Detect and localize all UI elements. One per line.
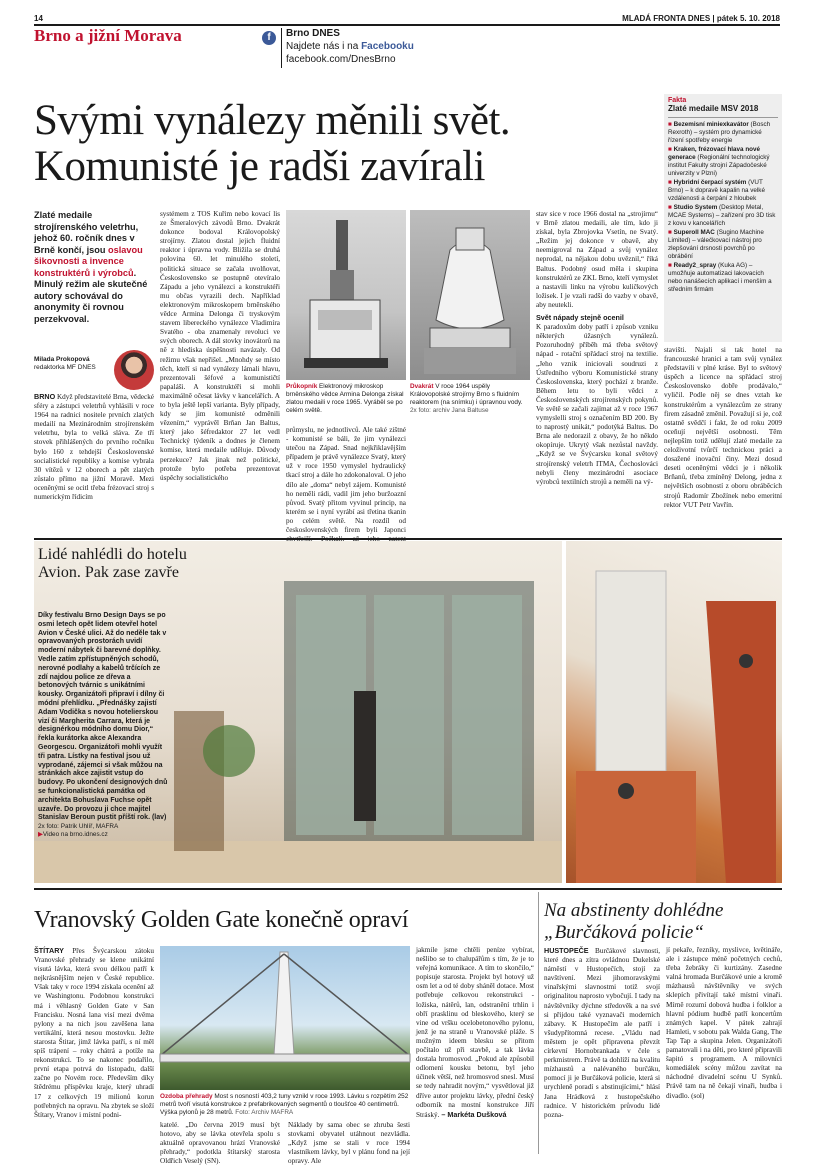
fb-title: Brno DNES [286,28,340,39]
avion-credit-name: Patrik Uhlíř, MAFRA [60,823,119,831]
lead-highlight: oslavou šikovnosti a invence konstruktérů i výrobců [34,244,143,278]
fakta-item-desc: (Desktop Metal, MCAE Systems) – zařízení pro 3D tisk z kovu v kancelářích [668,204,776,227]
facebook-icon: f [262,31,276,45]
dateline-brno: BRNO [34,392,56,401]
vranov-col-3 [416,946,534,1152]
fb-line [286,40,486,53]
fakta-item [668,121,778,145]
fakta-item [668,204,778,228]
avion-credit-prefix: 2x foto: [38,823,61,831]
col1-text: Když představitelé Brna, vědecké sféry a zástupci veletrhů vyhlásili v roce 1964 na radnici nositele prvních zlatých medailí na Mezinárodním strojírenském veletrhu, byla to velká sláva. Ze tří stovek přihlášených do prvního ročníku bylo 160 z tehdejší Československé socialistické republiky a komise vybrala 30 vítězů v 12 oborech a pět zlatých zůstalo přímo na jižní Moravě. Mezi oceněnými se ocitl třeba frézovací stroj s numerickým řídicím [34,393,154,502]
fakta-item [668,179,778,203]
fb-divider [281,28,282,68]
vranov-col3-text: jakmile jsme chtěli peníze vybírat, nešlibo se to chalupářům s tím, že je to veřejná komunikace. A tím to skončilo,“ popisuje starosta. Projekt byl hotový už osm let a od té doby sháněl dotace. Most potřebuje celkovou rekonstrukci - ložiska, nátěrů, lan, odstranění trhlin i obří prasklinu od bleskového, který se vine od vršku ocelobetonového pylonu, jenž je na straně u Vranovské pláže. S možným ideem blesku se přitom počítalo už při stavbě, a tak lávka dostala hromosvod. „Pokud ale způsobil odlomení kousku betonu, byl jeho účinek větší, než hromosvod snesl. Musí se tedy nahradit novým,“ vysvětloval již dříve autor projektu lávky, přední český odborník na mostní konstrukce Jiří Stráský. [416,946,534,1119]
main-headline [34,98,644,190]
fakta-item-name: Studio System [673,204,718,211]
fakta-item-desc: (VUT Brno) – k dopravě kapalin na velké vzdálenosti a čerpání z hloubek [668,179,765,202]
col4-text-2: K paradoxům doby patří i způsob vzniku některých úžasných vynálezů. Pozoruhodný příběh má třeba světový nápad - rotační spřádací stroj na textilie. „Jeho vznik iniciovali soudruzi z Ústředního výboru Komunistické strany Československa, který pochází z branže. Během letu to byli vědci z Československých strojírenských pokynů. Ve světě se začali zajímat až v roce 1967 vymyslelli stroj s označením BD 200. By to naprostý unikát,“ podotýká Baltus. Do Brna ale nedorazil z obavy, že ho někdo okopíruje. Ukrytý však nezůstal navždy. „Když se ve Švýcarsku konal světový strojírenský veletrh ITMA, Čechoslováci nebyli členy mezinárodní asociace výrobců textilních strojů a neměli na vý- [536,323,658,486]
vranov-col-2b: Náklady by sama obec se zhruba šesti stovkami obyvatel utáhnout nezvládla. „Když jsme se stali v roce 1994 vlastníkem lávky, byl v plánu fond na její opravy. Ale [288,1121,410,1166]
bridge-photo [160,946,410,1090]
microscope-photo [286,210,406,380]
lead-paragraph [34,210,154,325]
fakta-rule [668,117,778,118]
lead-part-2: . Minulý režim ale skutečné autory schovával do anonymity či rovnou perzekvoval. [34,267,148,324]
bridge-illustration [160,946,410,1090]
fakta-item-name: Ready2_spray [673,262,717,269]
bridge-caption-lead: Ozdoba přehrady [160,1093,213,1100]
burcak-headline-2: „Burčáková policie“ [544,922,704,943]
stairwell-photo [566,541,782,883]
headline-line-1: Svými vynálezy měnili svět. [34,97,511,144]
microscope-caption-text: Elektronový mikroskop brněnského vědce Armina Delonga získal zlatou medaili v roce 1965. Vyráběl se po celém světě. [286,383,404,414]
fakta-item-desc: (Regionální technologický institut Fakulty strojní Západočeské univerzity v Plzni) [668,154,770,177]
author-role: redaktorka MF DNES [34,364,96,371]
fakta-item-name: Hybridní čerpací systém [673,179,747,186]
microscope-caption-lead: Průkopník [286,383,318,390]
fakta-box [664,94,782,342]
bullet-icon: ■ [668,262,674,269]
bullet-icon: ■ [668,146,674,153]
vranov-top-rule [34,888,782,890]
avion-video-text: Video na brno.idnes.cz [42,831,108,839]
masthead: MLADÁ FRONTA DNES | pátek 5. 10. 2018 [622,14,780,23]
fakta-item-desc: (Sugino Machine Limited) – válečkovací nástroj pro zlepšování drsnosti povrchů po obrábění [668,229,764,260]
section-title: Brno a jižní Morava [34,26,182,45]
fakta-list [668,121,778,294]
fakta-item-name: Superoll MAC [673,229,715,236]
vranov-signature: – Markéta Dušková [439,1109,507,1119]
burcak-col-1 [544,946,660,1152]
burcak-divider [538,892,539,1154]
fb-link[interactable]: Facebooku [361,41,414,52]
avion-headline: Lidé nahlédli do hotelu Avion. Pak zase zavře [38,546,187,581]
reactor-photo [410,210,530,380]
page-number: 14 [34,14,43,23]
vranov-headline: Vranovský Golden Gate konečně opraví [34,907,409,933]
play-icon: ▶ [38,831,43,839]
fakta-item [668,229,778,261]
lead-part-1: Zlaté medaile strojírenského veletrhu, jehož 60. ročník dnes v Brně končí, jsou [34,210,139,255]
fakta-item [668,146,778,178]
reactor-caption [410,383,530,415]
avion-top-rule [34,538,782,540]
body-col-5: stavišti. Najali si tak hotel na francouzské hranici a tam svůj vynález představili v plné kráse. Byl to světový úspěch a licence na spřádací stroj Československo dobře prodávalo,“ vyličil. Podle něj se dnes vztah ke konstruktérům a vynálezcům ze strany firem zásadně změnil. Považují si je, což ostatně svědčí i fakt, že od roku 2009 oceňují největší osobnosti. Těm nejlepším totiž udělují zlaté medaile za celoživotní tvůrčí technickou práci a dosažené inovační činy. Mezi dosud deseti oceněnými vědci je i několik Brňanů, třeba zmíněný Delong, jedna z největších osobností z oboru obráběcích strojů Radomír Zbožínek nebo emeritní rektor VUT Petr Vavřín. [664,346,782,509]
burcak-headline [544,900,782,944]
fb-prefix: Najdete nás i na [286,41,362,52]
fakta-label: Fakta [668,97,687,104]
bullet-icon: ■ [668,179,674,186]
avion-body: Díky festivalu Brno Design Days se po osmi letech opět lidem otevřel hotel Avion v České ulici. Až do neděle tak v opravovaných prostorách uvidí moderní nábytek či barevné doplňky. Vedle zatím zpřístupněných schodů, nerovné podlahy a kabelů trčících ze zdí najdou police ze dřeva a betonových tvárnic s unikátními kousky. Organizátoři připraví i dílny či módní přehlídku. „Přednášky zajistí Adam Vodička s novou hotelierskou vizí či Margherita Carrara, která je designérkou módního domu Dior,“ řekla kurátorka akce Alexandra Georgescu. Organizátoři mohli využít tři patra. Lístky na festival jsou už vyprodané, zájemci si však můžou na stránkách akce zajistit vstup do budovy. Po ukončení designových dnů se funkcionalistická památka od architekta Bohuslava Fuchse opět uzavře. Do provozu ji chce majitel Stanislav Beroun pustit příští rok. (lav) [38,612,168,822]
stairwell-illustration [566,541,782,883]
col4-subhead: Svět nápady stejně ocenil [536,313,624,323]
burcak-col-2: jí pekaře, řezníky, myslivce, květináře, ale i zástupce méně početných cechů, třeba žebráky či kurtizány. Zasedne valná hromada Burčákové unie a kromě mázhausů návštěvníky ve svých sklepích přivítají také místní vinaři. Mírně rozumí dobová hudba i folklor a hlavní pódium hudbě patří koncertům známých kapel. V pátek zahrají Hamleti, v sobotu pak Walda Gang, The Tap Tap a skupina Jelen. Organizátoři pamatovali i na děti, pro které připravili šapitó s programem. A milovníci komediálek scény můžou zavítat na náchodné divadelní scénu U Synků. Právě tam na ně čekají vinaři, hudba i divadlo. (sol) [666,946,782,1100]
fakta-item [668,262,778,294]
fakta-item-desc: (Kuka AG) – umožňuje automatizaci lakovacích nebo nanášecích aplikací i menším a středním firmám [668,262,772,293]
reactor-illustration [410,210,530,380]
reactor-caption-lead: Dvakrát [410,383,434,390]
bullet-icon: ■ [668,121,674,128]
microscope-caption [286,383,406,415]
microscope-illustration [286,210,406,380]
vranov-col-2: katelé. „Do června 2019 musí být hotovo, aby se lávka otevřela spolu s aktuálně opravovanou hrází Vranovské přehrady,“ podotkla štítarský starosta Oldřich Veselý (SN). [160,1121,280,1166]
avion-credit [38,823,170,831]
body-col-2: systémem z TOS Kuřim nebo kovací lis ze Šmeralových závodů Brno. Dvakrát dokonce bodoval Královopolský strojírny. Zlatou dostal jejich fluidní reaktor i úpravna vody. Bližila se druhá polovina 60. let minulého století, politická situace se začala uvolňovat, Československo se postupně otevíralo Západu a jeho vynálezci a konstruktéři mu občas vyrazili dech. Například elektronovým mikroskopem brněnského vědce Armina Delonga či tryskovým stavem libereckého vynálezce Vladimíra Svatého - oba znamenaly revoluci ve svých oborech. A dál stovky inovátorů na ně z hlediska úspěšnosti navázaly. Od režimu však nepřišel. „Mnohdy se místo těch, kteří si nad vynálezy lámali hlavu, prezentovali šéfové a komunističtí papaláši. A konstruktéři si mohli maximálně očesat lávky v kancelářích. A to byla ještě lepší varianta. Byly případy, kdy se jim komunisté odměnili vězením,“ vyprávěl Brňan Jan Baltus, který jako šéfredaktor 27 let vedl Technický týdeník a dodnes je členem komise, která medaile uděluje. Důvody perzekuce? Jak jinak než politické, protože bylo potřeba prezentovat úspěchy socialistického [160,210,280,482]
bullet-icon: ■ [668,229,674,236]
vranov-col-1 [34,946,154,1152]
fb-url[interactable]: facebook.com/DnesBrno [286,54,396,65]
burcak-col1-text: Burčákové slavnosti, které dnes a zítra ovládnou Dukelské náměstí v Hustopečích, stojí za navštívení. Mezi jihomoravskými vinařskými slavnostmi totiž svojí originalitou naprosto vybočují. I tady na návštěvníky dýchne středověk a na své si přijdou také vyznavači moderních zábavy. K Hustopečím ale patří i všudypřítomná recese. „Vládu nad městem je opět připravena převzít církevní Hornobrankada v čele s perkmistrem. Právě ta dohlíží na kvalitu mízhaustů a nalévaného burčáku, pomocí ji je Burčáková policie, která si urychleně poradí s abstinujícími,“ hlásí Jana Hrádková z hustopečského radnice. V historickém průvodu lidé pozna- [544,947,660,1119]
dateline-stitary: ŠTÍTARY [34,946,64,955]
fb-block [286,27,486,66]
fakta-item-desc: (Bosch Rexroth) – systém pro dynamické řízení spotřeby energie [668,121,771,144]
fakta-title: Zlaté medaile MSV 2018 [668,104,759,113]
bridge-caption [160,1093,410,1117]
col4-text: stav sice v roce 1966 dostal na „strojírnu“ v Brně zlatou medaili, ale tím, kdo ji získal, byla Zbrojovka Vsetín, ne Svatý. „Režim jej dokonce v obavě, aby neemigroval na Západ a svůj vynález neprodal, na nějakou dobu uvěznil,“ říká Baltus. Podobný osud měla i skupina konstruktérů ze ZKL Brno, kteří vymyslet a nastavili linku na výrobu kuličkových ložisek. I je vzali radši do vazby v obavě, aby neutekli. [536,210,658,309]
headline-line-2: Komunisté je radši zavírali [34,143,485,190]
avion-video-link[interactable] [38,831,170,839]
author-name: Milada Prokopová [34,356,90,363]
vranov-col1-text: Přes Švýcarskou zátoku Vranovské přehrady se klene unikátní visutá lávka, která svou délkou patří k nejkrásnějším nejen v České republice. Však taky v roce 1994 získala ocenění až ve Washingtonu. Podobnou konstrukci má i věhlasný Golden Gate v San Francisku. Nosná lana visí mezi dvěma pylony a na nich jsou zavěšena lana vertikální, která nesou mostovku. Ježte starosta Štitar, jimž lávka patří, s ní měl spíš trápení – roky chátrá a potíže na rekonstrukci. To se nakonec podařilo, první etapa potrvá do listopadu, další začne po Novém roce. Především díky štědrému příspěvku kraje, který uhradí 17 z celkových 19 milionů korun potřebných na opravu. Na zbytek se složí Štítary, Vranov i místní podni- [34,947,154,1119]
body-col-4 [536,210,658,532]
bridge-caption-credit: Foto: Archiv MAFRA [233,1109,294,1116]
reactor-caption-credit: 2x foto: archiv Jana Baltuse [410,407,489,414]
body-col-1 [34,392,154,532]
avion-text [38,612,170,839]
fakta-item-name: Kraken, frézovací hlava nové generace [668,146,761,161]
burcak-headline-1: Na abstinenty dohlédne [544,900,724,921]
fakta-item-name: Bezemisní miniexkavátor [673,121,749,128]
reactor-caption-text: V roce 1964 uspěly Královopolské strojírny Brno s fluidním reaktorem (na snímku) i úpravnou vody. [410,383,523,406]
dateline-hustopece: HUSTOPEČE [544,946,589,955]
author-avatar [114,350,154,390]
author-block [34,356,114,372]
bullet-icon: ■ [668,204,674,211]
body-col-3: průmyslu, ne jednotlivců. Ale také zištné - komunisté se báli, že jim vynálezci utečou na Západ. Snad nejkřiklavějším případem je právě vynálezce Svatý, který už v roce 1950 vymyslel hydraulický tkací stroj a dále ho zdokonaloval. O jeho dílo ale „doma“ nebyl zájem. Komunisté ho neměli rádi, vadil jim jeho buržoazní původ. Svatý přitom vyvinul princip, na kterém se i nyní vyrábí asi třetina tkanin po celém světě. Na rozdíl od československých firem byli Japonci [286,426,406,535]
bridge-caption-text: Most s nosností 403,2 tuny vznikl v roce 1993. Lávku s rozpětím 252 metrů tvoří visutá konstrukce z prefabrikovaných segmentů o tloušťce 40 centimetrů. Výška pylonů je 28 metrů. [160,1093,409,1116]
